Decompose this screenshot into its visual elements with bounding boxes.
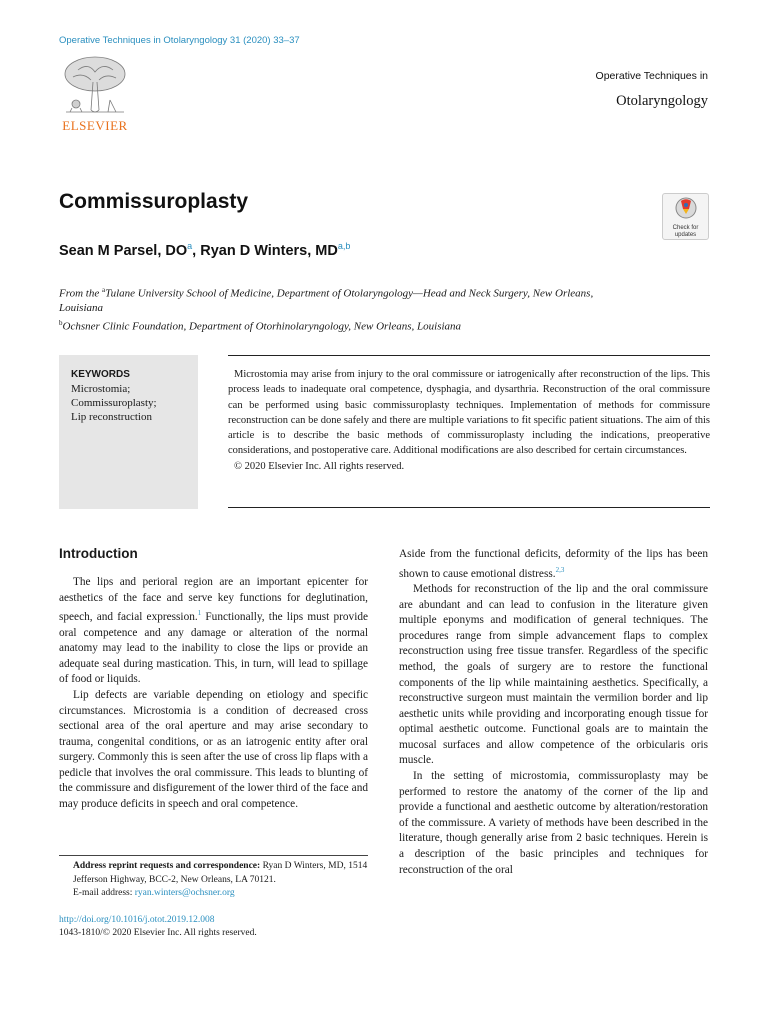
affiliation-a [59, 283, 619, 316]
abstract-text: Microstomia may arise from injury to the oral commissure or iatrogenically after reconstruction of the lips. This process leads to inadequate oral competence, dysphagia, and dysarthria. Reconstruction of the oral commissure can be performed using basic commissuroplasty techniques. Implementation of methods for commissure reconstruction can be done safely and there are multiple variations to fit specific patient situations. The aim of this article is to describe the basic methods of commissuroplasty including the indications, preoperative considerations, and postoperative care. Additional modifications are also described for certain circumstances. [228, 369, 710, 457]
affiliation-marker[interactable]: a,b [337, 241, 351, 251]
affiliation-prefix: From the [59, 287, 102, 300]
abstract [228, 367, 710, 474]
paragraph [399, 547, 708, 582]
author-list: Sean M Parsel, $DO^a$, Ryan D Winters, MD$^{a,b}$ [59, 241, 351, 259]
journal-name-large: Otolaryngology [616, 93, 708, 109]
correspondence-text: Ryan D Winters, MD, 1514 Jefferson Highway, BCC-2, New Orleans, LA 70121. [73, 861, 368, 885]
correspondence-label: Address reprint requests and correspondence: [73, 861, 261, 871]
doi-block [59, 914, 257, 940]
keywords-heading: KEYWORDS [71, 369, 130, 380]
journal-name-small: Operative Techniques in [595, 70, 708, 82]
check-for-updates-badge[interactable] [662, 193, 709, 240]
email-link[interactable]: ryan.winters@ochsner.org [134, 888, 235, 898]
citation-link[interactable]: 2,3 [555, 565, 565, 574]
affiliation-marker: a [101, 286, 106, 294]
paragraph [59, 575, 368, 688]
email-label: E-mail address: [73, 888, 135, 898]
abstract-copyright: © 2020 Elsevier Inc. All rights reserved. [234, 460, 405, 472]
article-title: Commissuroplasty [59, 190, 249, 213]
keywords-box [59, 355, 198, 509]
keyword-item: Microstomia; [71, 383, 131, 395]
left-column [59, 575, 368, 813]
paragraph: In the setting of microstomia, commissuroplasty may be performed to restore the anatomy of the corner of the lip and provide a functional and aesthetic outcome by alteration/restoration of the commissure. A variety of methods have been described in the literature, though generally arise from 2 basic techniques. Herein is a description of the basic principles and techniques for reconstruction of the oral [399, 770, 708, 876]
correspondence-email-line [59, 887, 374, 901]
paragraph-text: Functionally, the lips must provide oral competence and any damage or alteration of the normal anatomy may lead to the inability to close the lips or provide an adequate seal during mastication. This, in turn, will lead to spillage of food or liquids. [59, 610, 368, 686]
affiliation-text: Tulane University School of Medicine, Department of Otolaryngology—Head and Neck Surgery, New Orleans, Louisiana [59, 287, 594, 315]
abstract-bottom-rule [228, 507, 710, 508]
affiliation-text: Ochsner Clinic Foundation, Department of Otorhinolaryngology, New Orleans, Louisiana [62, 320, 462, 333]
affiliation-marker[interactable]: a [187, 241, 193, 251]
citation-link[interactable]: 1 [197, 609, 202, 618]
issn-copyright: 1043-1810/© 2020 Elsevier Inc. All rights reserved. [59, 928, 257, 938]
keyword-item: Lip reconstruction [71, 411, 152, 423]
journal-reference[interactable]: Operative Techniques in Otolaryngology 31 (2020) 33–37 [59, 35, 300, 46]
paragraph-text: The lips and perioral region are an important epicenter for aesthetics of the face and serve key functions for deglutination, speech, and facial expression. [59, 576, 368, 623]
keywords-list [71, 382, 198, 424]
affiliations [59, 283, 619, 334]
doi-link[interactable]: http://doi.org/10.1016/j.otot.2019.12.008 [59, 915, 215, 925]
journal-masthead [596, 70, 708, 110]
paragraph: Lip defects are variable depending on etiology and specific circumstances. Microstomia is a condition of decreased cross sectional area of the oral aperture and may arise secondary to trauma, congenital conditions, or as an iatrogenic entity after oral surgery. Commonly this is seen after the use of cross lip flaps with a pedicle that involves the oral commissure. This leads to blunting of the commissure and disfigurement of the lower third of the face and may produce deficits in speech and oral competence. [59, 688, 368, 811]
correspondence-address [59, 860, 374, 887]
update-check-icon [675, 197, 697, 219]
affiliation-marker: b [59, 318, 63, 327]
affiliation-b [59, 316, 619, 334]
footnote-rule [59, 855, 368, 856]
section-heading: Introduction [59, 546, 138, 561]
right-column [399, 547, 708, 878]
correspondence-footnote [59, 860, 374, 901]
author-name: Ryan D Winters, MD [200, 242, 338, 259]
paragraph-text: Aside from the functional deficits, deformity of the lips has been shown to cause emotional distress. [399, 548, 708, 580]
publisher-name: ELSEVIER [62, 118, 128, 133]
author-name: Sean M Parsel, DO [59, 242, 188, 259]
keyword-item: Commissuroplasty; [71, 397, 157, 409]
abstract-top-rule [228, 355, 710, 356]
paragraph: Methods for reconstruction of the lip and the oral commissure are abundant and can lead to confusion in the literature given multiple eponyms and modification of general techniques. The procedures range from simple advancement flaps to complex reconstruction using free tissue transfer. Regardless of the specific method, the goals of surgery are to restore the functional components of the lip while maintaining aesthetics. Specifically, a reconstructive surgeon must maintain the vermilion border and lip aesthetic units while providing and incorporating enough tissue for optimal aesthetic outcome. Functional goals are to maintain the mucosal surfaces and allow competence of the orbicularis oris muscle. [399, 582, 708, 767]
badge-label: Check for updates [672, 225, 699, 238]
